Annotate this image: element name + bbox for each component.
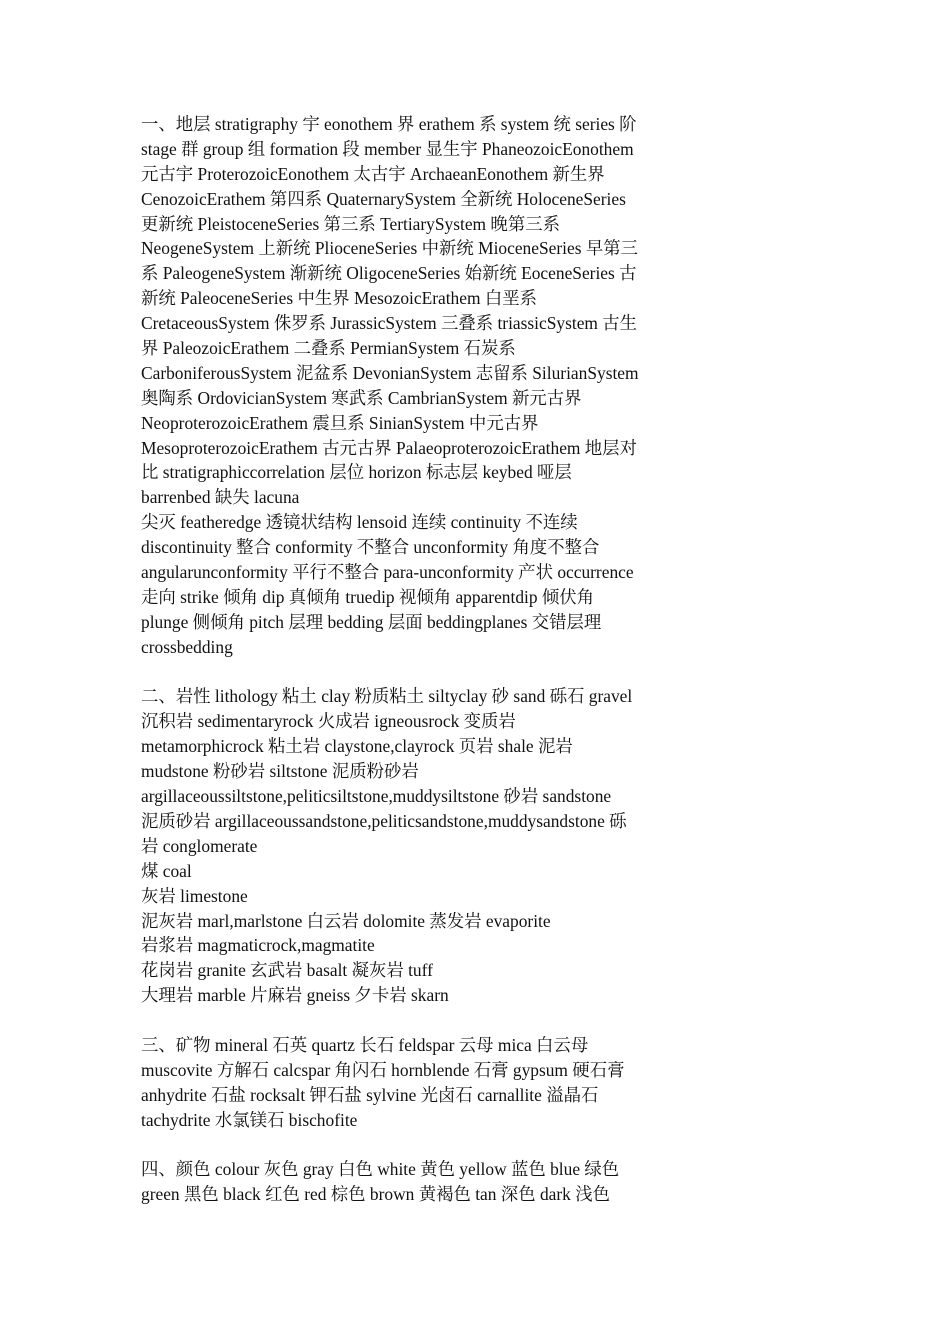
text-line: 尖灭 featheredge 透镜状结构 lensoid 连续 continuity 不连续 [141,512,578,533]
text-line: NeogeneSystem 上新统 PlioceneSeries 中新统 MioceneSeries 早第三 [141,238,638,259]
section-colour [141,1157,693,1207]
paragraph-gap [141,1008,693,1033]
text-line: CarboniferousSystem 泥盆系 DevonianSystem 志留系 SilurianSystem [141,362,639,383]
text-line: muscovite 方解石 calcspar 角闪石 hornblende 石膏 gypsum 硬石膏 [141,1059,625,1080]
text-line: 一、地层 stratigraphy 宇 eonothem 界 erathem 系 system 统 series 阶 [141,114,637,134]
text-line: anhydrite 石盐 rocksalt 钾石盐 sylvine 光卤石 carnallite 溢晶石 [141,1084,599,1105]
text-line: 界 PaleozoicErathem 二叠系 PermianSystem 石炭系 [141,338,516,359]
section-stratigraphy [141,112,693,660]
text-line: 泥灰岩 marl,marlstone 白云岩 dolomite 蒸发岩 evaporite [141,910,551,931]
text-line: 大理岩 marble 片麻岩 gneiss 夕卡岩 skarn [141,985,449,1006]
text-line: plunge 侧倾角 pitch 层理 bedding 层面 beddingplanes 交错层理 [141,611,602,632]
text-line: 泥质砂岩 argillaceoussandstone,peliticsandstone,muddysandstone 砾 [141,810,627,831]
paragraph-gap [141,660,693,685]
text-line: 沉积岩 sedimentaryrock 火成岩 igneousrock 变质岩 [141,711,516,732]
text-line: 花岗岩 granite 玄武岩 basalt 凝灰岩 tuff [141,960,433,981]
text-line: 走向 strike 倾角 dip 真倾角 truedip 视倾角 apparentdip 倾伏角 [141,586,595,607]
text-line: 岩 conglomerate [141,835,258,856]
text-line: discontinuity 整合 conformity 不整合 unconformity 角度不整合 [141,537,600,558]
text-line: barrenbed 缺失 lacuna [141,487,300,508]
section-lithology [141,684,693,1008]
text-line: 岩浆岩 magmaticrock,magmatite [141,935,375,956]
text-line: tachydrite 水氯镁石 bischofite [141,1109,358,1130]
text-line: CenozoicErathem 第四系 QuaternarySystem 全新统 HoloceneSeries [141,188,626,209]
paragraph-gap [141,1133,693,1158]
text-line: stage 群 group 组 formation 段 member 显生宇 PhaneozoicEonothem [141,138,634,159]
text-line: 系 PaleogeneSystem 渐新统 OligoceneSeries 始新统 EoceneSeries 古 [141,263,637,284]
text-line: 元古宇 ProterozoicEonothem 太古宇 ArchaeanEonothem 新生界 [141,163,605,184]
text-line: metamorphicrock 粘土岩 claystone,clayrock 页岩 shale 泥岩 [141,736,573,757]
text-line: MesoproterozoicErathem 古元古界 PalaeoproterozoicErathem 地层对 [141,437,637,458]
text-line: NeoproterozoicErathem 震旦系 SinianSystem 中元古界 [141,412,539,433]
text-line: angularunconformity 平行不整合 para-unconformity 产状 occurrence [141,562,634,583]
text-line: 奥陶系 OrdovicianSystem 寒武系 CambrianSystem 新元古界 [141,387,582,408]
text-line: 灰岩 limestone [141,885,248,906]
text-line: 四、颜色 colour 灰色 gray 白色 white 黄色 yellow 蓝色 blue 绿色 [141,1159,620,1180]
text-line: argillaceoussiltstone,peliticsiltstone,muddysiltstone 砂岩 sandstone [141,786,612,807]
text-line: 比 stratigraphiccorrelation 层位 horizon 标志层 keybed 哑层 [141,462,572,483]
text-line: 新统 PaleoceneSeries 中生界 MesozoicErathem 白垩系 [141,288,538,309]
text-line: green 黑色 black 红色 red 棕色 brown 黄褐色 tan 深色 dark 浅色 [141,1184,610,1205]
text-line: mudstone 粉砂岩 siltstone 泥质粉砂岩 [141,761,419,782]
text-line: 三、矿物 mineral 石英 quartz 长石 feldspar 云母 mica 白云母 [141,1034,589,1055]
section-mineral [141,1033,693,1133]
text-line: crossbedding [141,636,233,657]
text-line: 更新统 PleistoceneSeries 第三系 TertiarySystem 晚第三系 [141,213,560,234]
text-line: 二、岩性 lithology 粘土 clay 粉质粘土 siltyclay 砂 sand 砾石 gravel [141,686,633,707]
document-page [141,112,693,1207]
text-line: 煤 coal [141,860,192,881]
text-line: CretaceousSystem 侏罗系 JurassicSystem 三叠系 triassicSystem 古生 [141,313,638,334]
